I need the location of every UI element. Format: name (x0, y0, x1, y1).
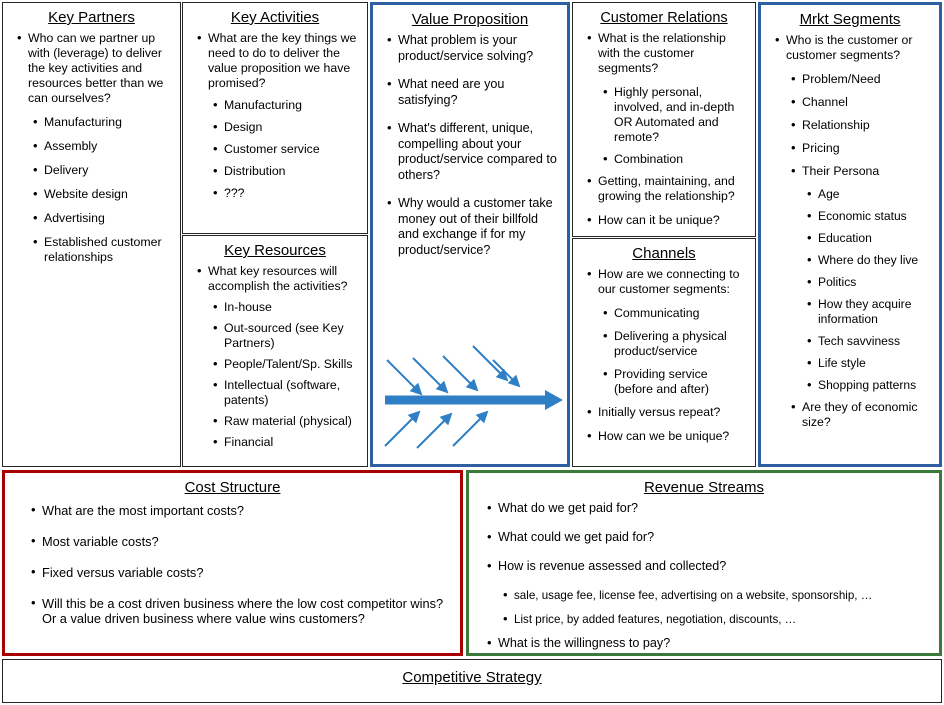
list-item: • Age (805, 187, 933, 202)
key-resources-title: Key Resources (224, 242, 326, 259)
key-partners-list (9, 31, 174, 265)
list-item: • Intellectual (software, patents) (211, 378, 361, 408)
block-key-partners (2, 2, 181, 467)
list-item: • Who can we partner up with (leverage) to deliver the key activities and resources better than we can ourselves? (15, 31, 174, 106)
value-proposition-list (379, 33, 561, 258)
list-item: • Customer service (211, 142, 361, 157)
list-item: • Out-sourced (see Key Partners) (211, 321, 361, 351)
list-item: • Will this be a cost driven business where the low cost competitor wins? Or a value driven business where value wins customers? (29, 596, 446, 626)
key-resources-list (189, 264, 361, 450)
list-item: • Initially versus repeat? (585, 405, 749, 420)
list-item: • Highly personal, involved, and in-depth OR Automated and remote? (601, 85, 749, 145)
key-partners-title: Key Partners (48, 9, 135, 26)
list-item: • In-house (211, 300, 361, 315)
list-item: • Most variable costs? (29, 534, 446, 549)
list-item: • Distribution (211, 164, 361, 179)
list-item: • Established customer relationships (31, 235, 174, 265)
list-item: • Combination (601, 152, 749, 167)
list-item: • Website design (31, 187, 174, 202)
list-item: • Relationship (789, 118, 933, 133)
list-item: • Problem/Need (789, 72, 933, 87)
list-item: • Economic status (805, 209, 933, 224)
list-item: • How can we be unique? (585, 429, 749, 444)
list-item: • Manufacturing (211, 98, 361, 113)
list-item: • Education (805, 231, 933, 246)
list-item: • What is the relationship with the customer segments? (585, 31, 749, 76)
list-item: • What's different, unique, compelling about your product/service compared to others? (385, 121, 561, 183)
list-item: • Why would a customer take money out of their billfold and exchange if for my product/service? (385, 196, 561, 258)
list-item: • What key resources will accomplish the activities? (195, 264, 361, 294)
list-item: • Where do they live (805, 253, 933, 268)
list-item: • How are we connecting to our customer segments: (585, 267, 749, 297)
list-item: • Life style (805, 356, 933, 371)
list-item: • What do we get paid for? (485, 501, 929, 516)
list-item: • Who is the customer or customer segments? (773, 33, 933, 63)
competitive-strategy-title: Competitive Strategy (402, 669, 542, 686)
list-item: • What are the key things we need to do to deliver the value proposition we have promised? (195, 31, 361, 91)
block-channels (572, 238, 756, 467)
list-item: • Advertising (31, 211, 174, 226)
list-item: • How is revenue assessed and collected? (485, 559, 929, 574)
block-key-activities (182, 2, 368, 234)
cost-structure-title: Cost Structure (184, 479, 281, 496)
list-item: • Design (211, 120, 361, 135)
list-item: • Providing service (before and after) (601, 367, 749, 397)
list-item: • What problem is your product/service solving? (385, 33, 561, 64)
list-item: • Raw material (physical) (211, 414, 361, 429)
list-item: • Channel (789, 95, 933, 110)
list-item: • List price, by added features, negotiation, discounts, … (501, 612, 929, 627)
list-item: • ??? (211, 186, 361, 201)
list-item: • Communicating (601, 306, 749, 321)
list-item: • People/Talent/Sp. Skills (211, 357, 361, 372)
list-item: • What are the most important costs? (29, 503, 446, 518)
list-item: • Delivery (31, 163, 174, 178)
list-item: • What is the willingness to pay? (485, 636, 929, 651)
list-item: • Their Persona (789, 164, 933, 179)
customer-relations-list (579, 31, 749, 228)
block-revenue-streams (466, 470, 942, 656)
list-item: • What could we get paid for? (485, 530, 929, 545)
block-key-resources (182, 235, 368, 467)
block-competitive-strategy (2, 659, 942, 703)
list-item: • Fixed versus variable costs? (29, 565, 446, 580)
list-item: • Getting, maintaining, and growing the relationship? (585, 174, 749, 204)
list-item: • sale, usage fee, license fee, advertising on a website, sponsorship, … (501, 588, 929, 603)
value-proposition-title: Value Proposition (411, 11, 529, 28)
cost-structure-list (23, 503, 446, 626)
revenue-streams-title: Revenue Streams (643, 479, 765, 496)
block-customer-relations (572, 2, 756, 237)
revenue-streams-list (479, 501, 929, 651)
block-cost-structure (2, 470, 463, 656)
fishbone-arrow-graphic (377, 338, 570, 458)
list-item: • How they acquire information (805, 297, 933, 327)
block-value-proposition (370, 2, 570, 467)
market-segments-list (767, 33, 933, 430)
list-item: • What need are you satisfying? (385, 77, 561, 108)
list-item: • Financial (211, 435, 361, 450)
list-item: • Tech savviness (805, 334, 933, 349)
channels-title: Channels (632, 245, 696, 262)
block-market-segments (758, 2, 942, 467)
list-item: • Are they of economic size? (789, 400, 933, 430)
list-item: • Manufacturing (31, 115, 174, 130)
list-item: • Pricing (789, 141, 933, 156)
customer-relations-title: Customer Relations (600, 10, 728, 26)
key-activities-title: Key Activities (230, 9, 320, 26)
list-item: • Shopping patterns (805, 378, 933, 393)
list-item: • Politics (805, 275, 933, 290)
list-item: • Assembly (31, 139, 174, 154)
list-item: • How can it be unique? (585, 213, 749, 228)
market-segments-title: Mrkt Segments (799, 11, 901, 28)
list-item: • Delivering a physical product/service (601, 329, 749, 359)
key-activities-list (189, 31, 361, 201)
channels-list (579, 267, 749, 444)
